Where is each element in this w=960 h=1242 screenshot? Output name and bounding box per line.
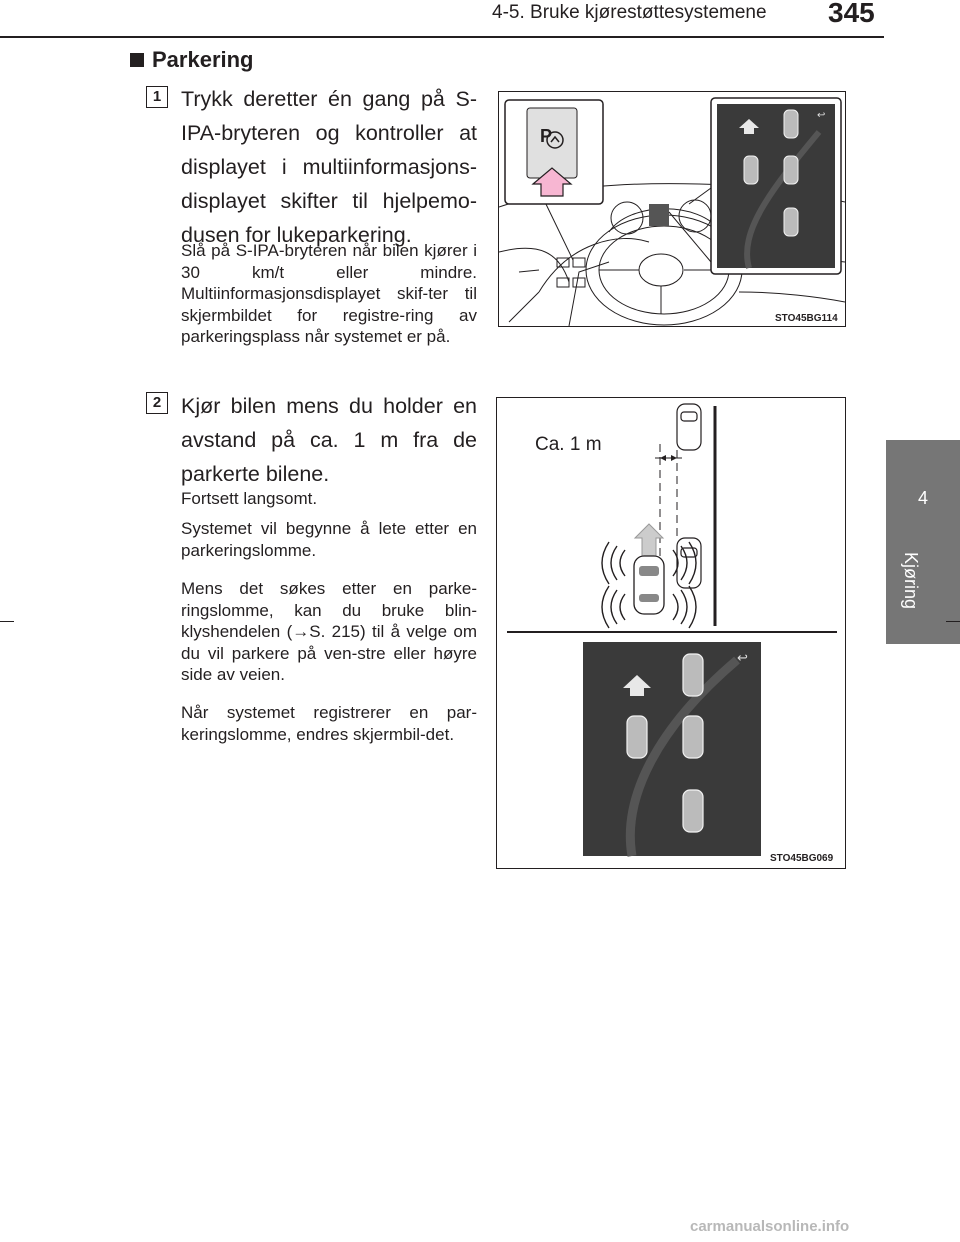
step-2-note-2: Systemet vil begynne å lete etter en parkeringslomme. — [181, 519, 477, 560]
crop-mark — [946, 621, 960, 622]
step-number-2: 2 — [146, 392, 168, 414]
step-2-note-4: Når systemet registrerer en par-keringslomme, endres skjermbil-det. — [181, 703, 477, 744]
page-number: 345 — [828, 0, 875, 28]
step-1-note: Slå på S-IPA-bryteren når bilen kjører i 30 km/t eller mindre. Multiinformasjonsdisplayet skif-ter til skjermbildet for registre-ring av parkeringsplass når systemet er på. — [181, 241, 477, 346]
svg-text:↩: ↩ — [737, 651, 748, 666]
distance-label: Ca. 1 m — [535, 434, 602, 455]
bullet-square-icon — [130, 53, 144, 67]
svg-text:P: P — [540, 126, 553, 146]
step-2-text: Kjør bilen mens du holder en avstand på ca. 1 m fra de parkerte bilene. — [181, 394, 477, 486]
figure-parking-search — [496, 397, 846, 869]
section-heading — [130, 47, 254, 73]
footer-watermark: carmanualsonline.info — [690, 1218, 850, 1235]
figure-2-code: STO45BG069 — [770, 853, 834, 864]
figure-1-code: STO45BG114 — [775, 313, 838, 324]
multi-info-display — [583, 642, 761, 856]
step-2-note-3: Mens det søkes etter en parke-ringslomme, kan du bruke blin-klyshendelen (→S. 215) til å velge om du vil parkere på ven-stre eller høyre side av veien. — [181, 579, 477, 684]
header-divider — [0, 36, 884, 38]
step-2-note-1: Fortsett langsomt. — [181, 489, 318, 508]
chapter-number: 4 — [917, 488, 928, 508]
step-number-1: 1 — [146, 86, 168, 108]
header-section-title: 4-5. Bruke kjørestøttesystemene — [492, 2, 767, 23]
figure-s-ipa-switch — [498, 91, 846, 327]
parking-search-illustration — [497, 398, 845, 868]
section-title: Parkering — [152, 47, 254, 72]
chapter-label: Kjøring — [901, 552, 921, 610]
crop-mark — [0, 621, 14, 622]
chapter-tab — [886, 440, 960, 644]
dashboard-illustration — [499, 92, 845, 326]
step-1-text: Trykk deretter én gang på S-IPA-bryteren og kontroller at displayet i multiinformasjons-displayet skifter til hjelpemo-dusen for lukeparkering. — [181, 87, 477, 247]
svg-text:↩: ↩ — [817, 110, 826, 121]
